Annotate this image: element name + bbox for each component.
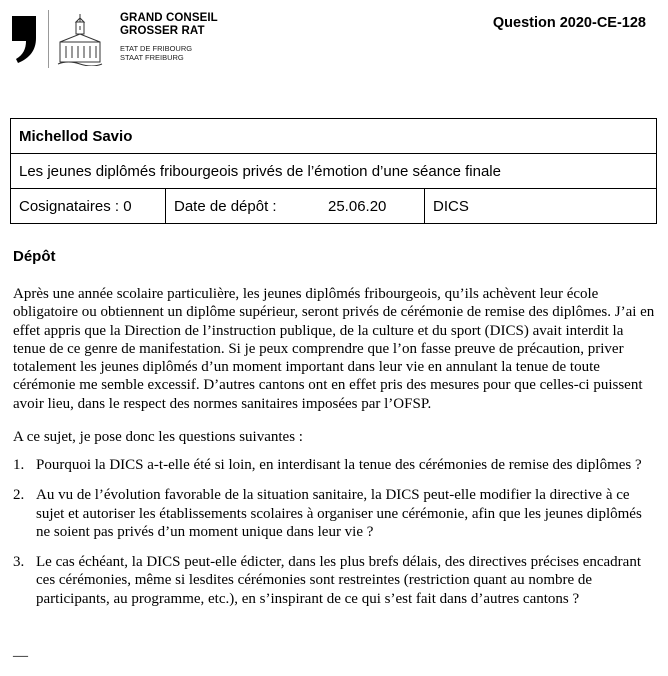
paragraph-intro: Après une année scolaire particulière, les jeunes diplômés fribourgeois, qu’ils achèvent leur école obligatoire ou obtiennent un diplôme supérieur, seront privés de cérémonie de remise des diplômes. J’ai en effet appris que la Direction de l’instruction publique, de la culture et du sport (DICS) avait interdit la tenue de ce genre de manifestation. Si je peux comprendre que l’on fasse preuve de précaution, priver totalement les jeunes diplômés d’un moment important dans leur vie en annulant la tenue de toute cérémonie me semble excessif. D’autres cantons ont en effet pris des mesures pour que celles-ci puissent avoir lieu, dans le respect des normes sanitaires imposées par l’OFSP. [13,286,655,412]
document-title: Les jeunes diplômés fribourgeois privés de l’émotion d’une séance finale [11,154,657,189]
org-state-de: STAAT FREIBURG [120,53,184,62]
end-mark: — [13,648,28,664]
date-value: 25.06.20 [320,189,425,224]
cosignataires: Cosignataires : 0 [11,189,166,224]
author-name: Michellod Savio [11,119,657,154]
document-id: Question 2020-CE-128 [492,15,646,31]
org-state-fr: ETAT DE FRIBOURG [120,44,193,53]
question-item [13,553,658,608]
question-number: 1. [13,457,25,473]
question-item [13,486,658,541]
section-heading: Dépôt [13,248,56,265]
comma-logo-icon [10,14,38,64]
question-text: Le cas échéant, la DICS peut-elle édicter, dans les plus brefs délais, des directives précises encadrant ces cérémonies, même si lesdites cérémonies sont restreintes (restriction quant au nombre de participants, au programme, etc.), en s’inspirant de ce qui s’est fait dans d’autres cantons ? [36,554,641,607]
direction: DICS [425,189,657,224]
town-hall-emblem-icon [56,12,104,66]
question-text: Pourquoi la DICS a-t-elle été si loin, en interdisant la tenue des cérémonies de remise des diplômes ? [36,457,642,473]
paragraph-questions-intro: A ce sujet, je pose donc les questions suivantes : [13,429,303,445]
org-name-fr: GRAND CONSEIL [120,12,218,24]
question-number: 3. [13,554,25,571]
question-item [13,456,658,474]
question-number: 2. [13,487,25,504]
organization-name [120,12,218,62]
info-table [10,118,657,224]
logo-divider [48,10,49,68]
question-text: Au vu de l’évolution favorable de la situation sanitaire, la DICS peut-elle modifier la directive à ce sujet et autoriser les établissements scolaires à organiser une cérémonie, afin que les jeunes diplômés ne soient pas privés d’un moment unique dans leur vie ? [36,487,642,540]
date-label: Date de dépôt : [166,189,321,224]
org-name-de: GROSSER RAT [120,25,205,37]
question-list [13,456,658,620]
